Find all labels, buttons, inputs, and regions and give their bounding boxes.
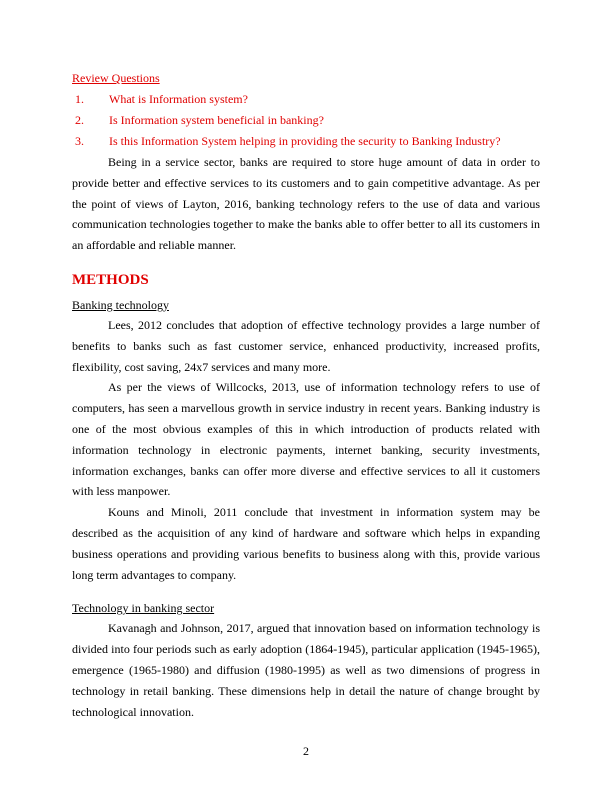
- paragraph: Kavanagh and Johnson, 2017, argued that innovation based on information technology is divided into four periods such as early adoption (1864-1945), particular application (1945-1965), emergence (1965-1980) and diffusion (1980-1995) as well as two dimensions of progress in technology in retail banking. These dimensions help in detail the nature of change brought by technological innovation.: [72, 621, 540, 719]
- question-text: Is Information system beneficial in banking?: [109, 113, 324, 127]
- paragraph: As per the views of Willcocks, 2013, use of information technology refers to use of computers, has seen a marvellous growth in service industry in recent years. Banking industry is one of the most obvious examples of this in which introduction of products related with information technology in electronic payments, internet banking, security investments, information exchanges, banks can offer more diverse and effective services to all it customers with less manpower.: [72, 380, 540, 499]
- list-number: 2.: [75, 113, 84, 127]
- question-text: Is this Information System helping in providing the security to Banking Industry?: [109, 134, 501, 148]
- document-page: [72, 70, 540, 722]
- intro-paragraph: Being in a service sector, banks are required to store huge amount of data in order to provide better and effective services to its customers and to gain competitive advantage. As per the point of views of Layton, 2016, banking technology refers to the use of data and various communication technologies together to make the banks able to offer better to all its customers in an affordable and reliable manner.: [72, 155, 540, 253]
- page-number: 2: [303, 744, 309, 758]
- list-item: [72, 131, 540, 152]
- review-questions-list: [72, 89, 540, 152]
- list-number: 1.: [75, 92, 84, 106]
- methods-heading: METHODS: [72, 271, 149, 288]
- list-number: 3.: [75, 134, 84, 148]
- paragraph: Lees, 2012 concludes that adoption of effective technology provides a large number of benefits to banks such as fast customer service, enhanced productivity, increased profits, flexibility, cost saving, 24x7 services and many more.: [72, 317, 540, 374]
- list-item: [72, 89, 540, 110]
- technology-sector-subheading: Technology in banking sector: [72, 601, 215, 616]
- question-text: What is Information system?: [109, 92, 248, 106]
- list-item: [72, 110, 540, 131]
- paragraph: Kouns and Minoli, 2011 conclude that investment in information system may be described as the acquisition of any kind of hardware and software which helps in expanding business operations and providing various benefits to business along with this, provide various long term advantages to company.: [72, 505, 540, 582]
- review-questions-heading: Review Questions: [72, 71, 160, 85]
- banking-technology-subheading: Banking technology: [72, 297, 169, 312]
